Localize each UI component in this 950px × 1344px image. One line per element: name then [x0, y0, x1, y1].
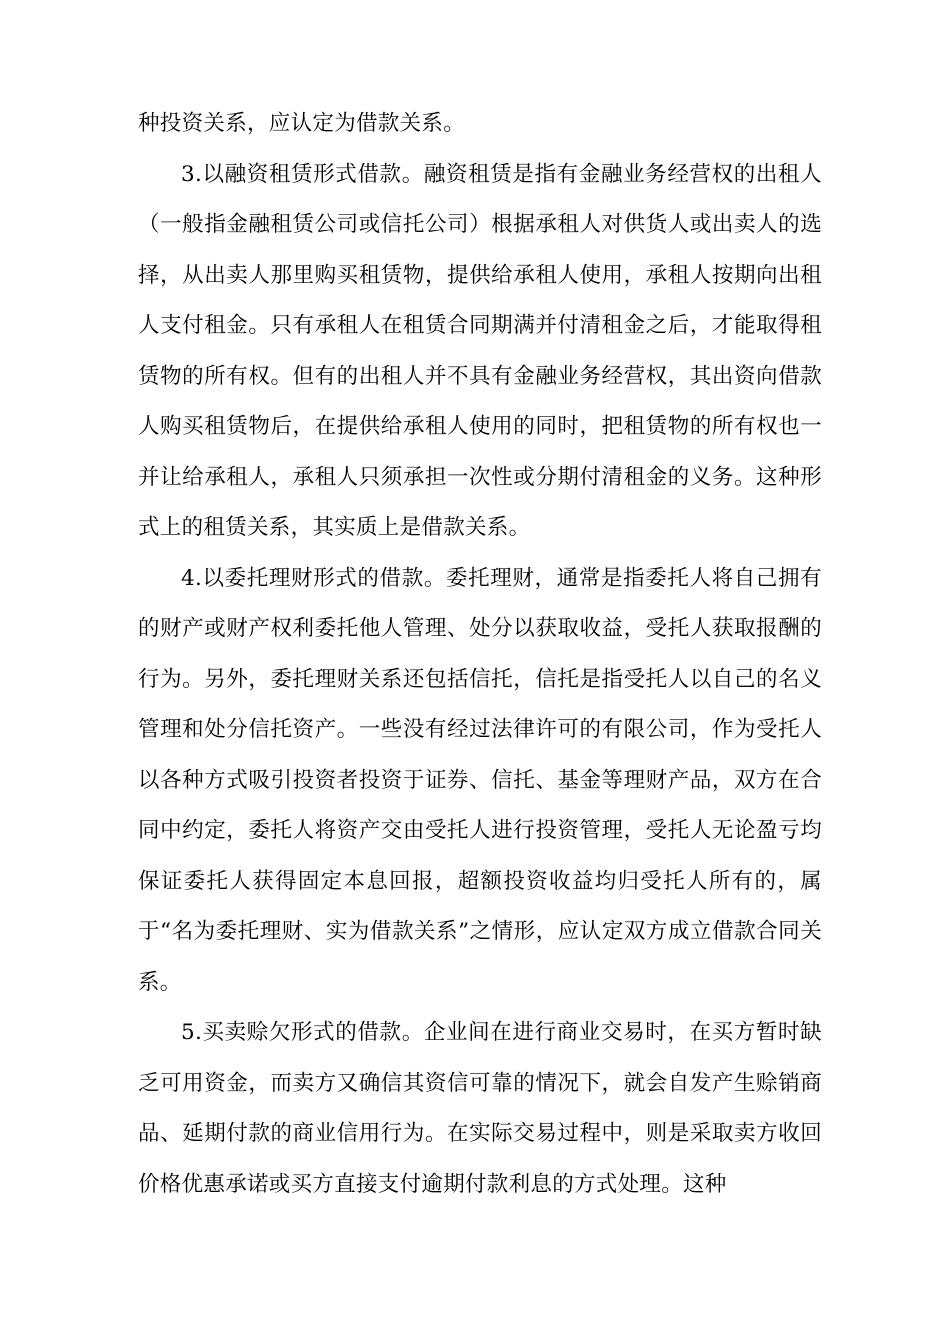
document-page [138, 99, 822, 1210]
paragraph-entrusted-wealth-management: 4.以委托理财形式的借款。委托理财，通常是指委托人将自己拥有的财产或财产权利委托他人管理、处分以获取收益，受托人获取报酬的行为。另外，委托理财关系还包括信托，信托是指受托人以自己的名义管理和处分信托资产。一些没有经过法律许可的有限公司，作为受托人以各种方式吸引投资者投资于证券、信托、基金等理财产品，双方在合同中约定，委托人将资产交由受托人进行投资管理，受托人无论盈亏均保证委托人获得固定本息回报，超额投资收益均归受托人所有的，属于“名为委托理财、实为借款关系”之情形，应认定双方成立借款合同关系。 [138, 565, 822, 995]
paragraph-continuation: 种投资关系，应认定为借款关系。 [138, 111, 466, 136]
paragraph-credit-sale: 5.买卖赊欠形式的借款。企业间在进行商业交易时，在买方暂时缺乏可用资金，而卖方又确信其资信可靠的情况下，就会自发产生赊销商品、延期付款的商业信用行为。在实际交易过程中，则是采取卖方收回价格优惠承诺或买方直接支付逾期付款利息的方式处理。这种 [138, 1020, 822, 1197]
paragraph-financial-leasing: 3.以融资租赁形式借款。融资租赁是指有金融业务经营权的出租人（一般指金融租赁公司或信托公司）根据承租人对供货人或出卖人的选择，从出卖人那里购买租赁物，提供给承租人使用，承租人按期向出租人支付租金。只有承租人在租赁合同期满并付清租金之后，才能取得租赁物的所有权。但有的出租人并不具有金融业务经营权，其出资向借款人购买租赁物后，在提供给承租人使用的同时，把租赁物的所有权也一并让给承租人，承租人只须承担一次性或分期付清租金的义务。这种形式上的租赁关系，其实质上是借款关系。 [138, 161, 822, 540]
